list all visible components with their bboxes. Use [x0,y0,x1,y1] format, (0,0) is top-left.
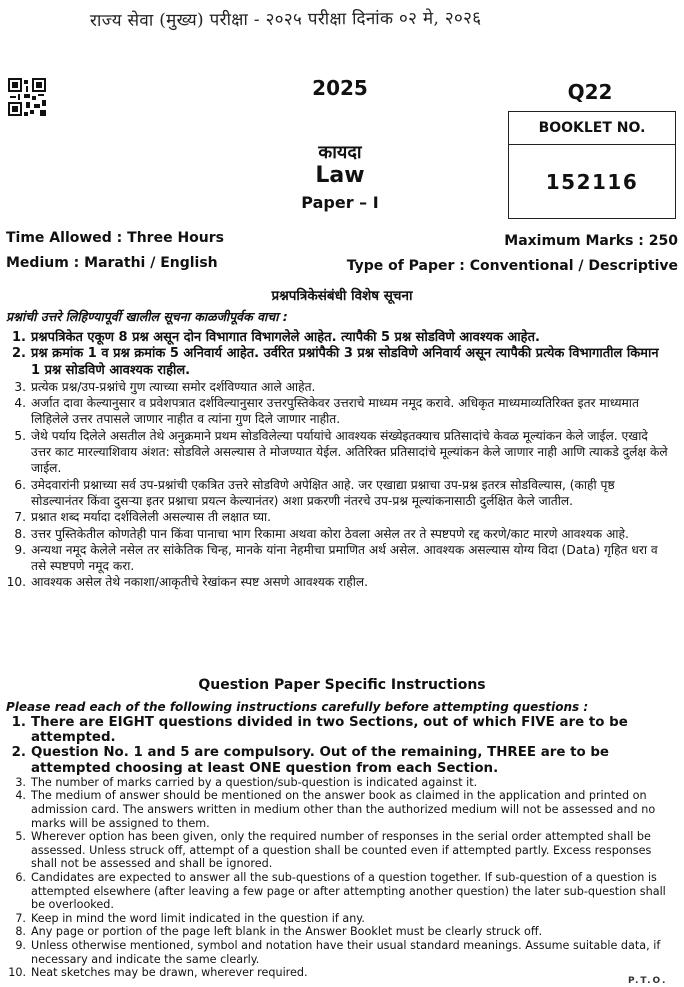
booklet-label: BOOKLET NO. [508,112,676,145]
medium: Medium : Marathi / English [6,255,218,271]
paper-number: Paper – I [301,193,379,212]
instruction-item [0,428,684,477]
instruction-text: Unless otherwise mentioned, symbol and notation have their usual standard meanings. Assume suitable data, if necessary and indicate the same clearly. [31,938,661,966]
instruction-item [0,912,684,926]
instruction-number: 1. [11,715,26,730]
instruction-item [0,745,684,775]
page-corner-mark: P.T.O. [628,976,668,986]
instruction-text: Any page or portion of the page left blank in the Answer Booklet must be clearly struck off. [31,925,543,939]
instruction-text: Keep in mind the word limit indicated in the question if any. [31,911,365,925]
instruction-text: जेथे पर्याय दिलेले असतील तेथे अनुक्रमाने प्रथम सोडविलेल्या पर्यायांचे आवश्यक संख्येइतक्याच प्रतिसादांचे केवळ मूल्यांकन केले जाईल. एखादे उत्तर काट मारल्याशिवाय अंशत: सोडविले असल्यास ते मोजण्यात येईल. अतिरिक्त प्रतिसादांचे मूल्यांकन केले जाणार नाही आणि त्याकडे दुर्लक्ष केले जाईल. [31,428,668,476]
booklet-number: 152116 [545,170,639,194]
instruction-text: उमेदवारांनी प्रश्नाच्या सर्व उप-प्रश्नांची एकत्रित उत्तरे सोडविणे अपेक्षित आहे. जर एखाद्या प्रश्नाचा उप-प्रश्न इतरत्र सोडविल्यास, (काही पृष्ठ सोडल्यानंतर किंवा दुसऱ्या इतर प्रश्नाचा प्रयत्न केल्यानंतर) अशा प्रकरणी नंतरचे उप-प्रश्न मूल्यांकनासाठी दुर्लक्षित केले जातील. [31,477,615,508]
instruction-text: There are EIGHT questions divided in two Sections, out of which FIVE are to be attempted. [31,715,628,746]
type-of-paper: Type of Paper : Conventional / Descriptive [346,258,678,274]
maximum-marks: Maximum Marks : 250 [504,233,678,249]
marathi-instructions-intro: प्रश्नांची उत्तरे लिहिण्यापूर्वी खालील सूचना काळजीपूर्वक वाचा : [6,309,288,324]
instruction-item [0,379,684,395]
instruction-text: Neat sketches may be drawn, wherever required. [31,966,308,980]
instruction-text: उत्तर पुस्तिकेतील कोणतेही पान किंवा पानाचा भाग रिकामा अथवा कोरा ठेवला असेल तर ते स्पष्टपणे रद्द करणे/काट मारणे आवश्यक आहे. [31,526,629,541]
instruction-number: 3. [14,379,26,394]
instruction-item [0,542,684,575]
instruction-number: 7. [14,510,26,525]
instruction-text: प्रत्येक प्रश्न/उप-प्रश्नांचे गुण त्याच्या समोर दर्शविण्यात आले आहेत. [31,379,316,394]
instruction-item [0,346,684,379]
instruction-number: 3. [15,775,26,789]
instruction-item [0,925,684,939]
instruction-text: प्रश्नपत्रिकेत एकूण 8 प्रश्न असून दोन विभागात विभागलेले आहेत. त्यापैकी 5 प्रश्न सोडविणे आवश्यक आहेत. [31,330,540,345]
instruction-number: 6. [15,870,26,884]
marathi-instructions-list [0,330,684,591]
subject-english: Law [315,163,365,188]
time-allowed: Time Allowed : Three Hours [6,230,224,246]
instruction-item [0,395,684,428]
instruction-number: 2. [12,346,26,362]
exam-year: 2025 [312,76,368,100]
instruction-number: 8. [15,925,26,939]
instruction-text: Candidates are expected to answer all the sub-questions of a question together. If sub-question of a question is attempted elsewhere (after leaving a few page or after attempting another question) the later sub-question shall be overlooked. [31,870,666,912]
english-instructions-intro: Please read each of the following instructions carefully before attempting questions : [6,700,589,714]
instruction-number: 8. [14,526,26,541]
instruction-number: 10. [6,575,26,590]
english-instructions-list [0,715,684,980]
instruction-text: The number of marks carried by a question/sub-question is indicated against it. [31,775,478,789]
instruction-number: 1. [12,330,26,345]
instruction-number: 4. [15,789,26,803]
instruction-item [0,574,684,590]
instruction-text: Question No. 1 and 5 are compulsory. Out of the remaining, THREE are to be attempted choosing at least ONE question from each Section. [31,745,610,776]
handwritten-exam-note: राज्य सेवा (मुख्य) परीक्षा - २०२५ परीक्षा दिनांक ०२ मे, २०२६ [89,8,482,32]
instruction-item [0,830,684,871]
instruction-number: 7. [15,911,26,925]
instruction-text: प्रश्न क्रमांक 1 व प्रश्न क्रमांक 5 अनिवार्य आहेत. उर्वरित प्रश्नांपैकी 3 प्रश्न सोडविणे अनिवार्य असून त्यापैकी प्रत्येक विभागातील किमान 1 प्रश्न सोडविणे आवश्यक राहील. [31,346,659,378]
instruction-text: आवश्यक असेल तेथे नकाशा/आकृतीचे रेखांकन स्पष्ट असणे आवश्यक राहील. [31,575,368,590]
instruction-item [0,966,684,980]
instruction-item [0,526,684,542]
instruction-number: 5. [14,428,26,443]
instruction-text: अन्यथा नमूद केलेले नसेल तर सांकेतिक चिन्ह, मानके यांना नेहमीचा प्रमाणित अर्थ असेल. आवश्यक असल्यास योग्य विदा (Data) गृहित धरा व तसे स्पष्टपणे नमूद करा. [31,542,658,574]
instruction-item [0,789,684,830]
instruction-number: 4. [14,396,26,411]
instruction-item [0,776,684,790]
english-instructions-title: Question Paper Specific Instructions [198,677,486,693]
instruction-text: Wherever option has been given, only the required number of responses in the serial order attempted shall be assessed. Unless struck off, attempt of a question shall be counted even if attempted partly. Excess responses shall not be assessed and shall be ignored. [31,830,652,871]
instruction-item [0,715,684,745]
instruction-number: 6. [14,477,26,492]
question-code: Q22 [567,80,613,104]
instruction-number: 9. [15,938,26,952]
instruction-number: 10. [8,966,26,980]
qr-code-icon [8,78,46,116]
instruction-item [0,871,684,912]
instruction-text: The medium of answer should be mentioned on the answer book as claimed in the application and printed on admission card. The answers written in medium other than the authorized medium will not be assessed and no marks will be assigned to them. [31,789,656,830]
instruction-item [0,330,684,346]
subject-marathi: कायदा [318,142,362,163]
instruction-item [0,477,684,510]
instruction-number: 5. [15,830,26,844]
instruction-text: अर्जात दावा केल्यानुसार व प्रवेशपत्रात दर्शविल्यानुसार उत्तरपुस्तिकेवर उत्तराचे माध्यम नमूद करावे. अधिकृत माध्यमाव्यतिरिक्त इतर माध्यमात लिहिलेले उत्तर तपासले जाणार नाहीत व त्यांना गुण दिले जाणार नाहीत. [31,396,639,427]
instruction-number: 9. [14,542,26,557]
instruction-text: प्रश्नात शब्द मर्यादा दर्शविलेली असल्यास ती लक्षात घ्या. [31,510,272,525]
marathi-instructions-title: प्रश्नपत्रिकेसंबंधी विशेष सूचना [271,288,413,304]
instruction-item [0,939,684,966]
instruction-item [0,509,684,525]
instruction-number: 2. [11,745,26,761]
